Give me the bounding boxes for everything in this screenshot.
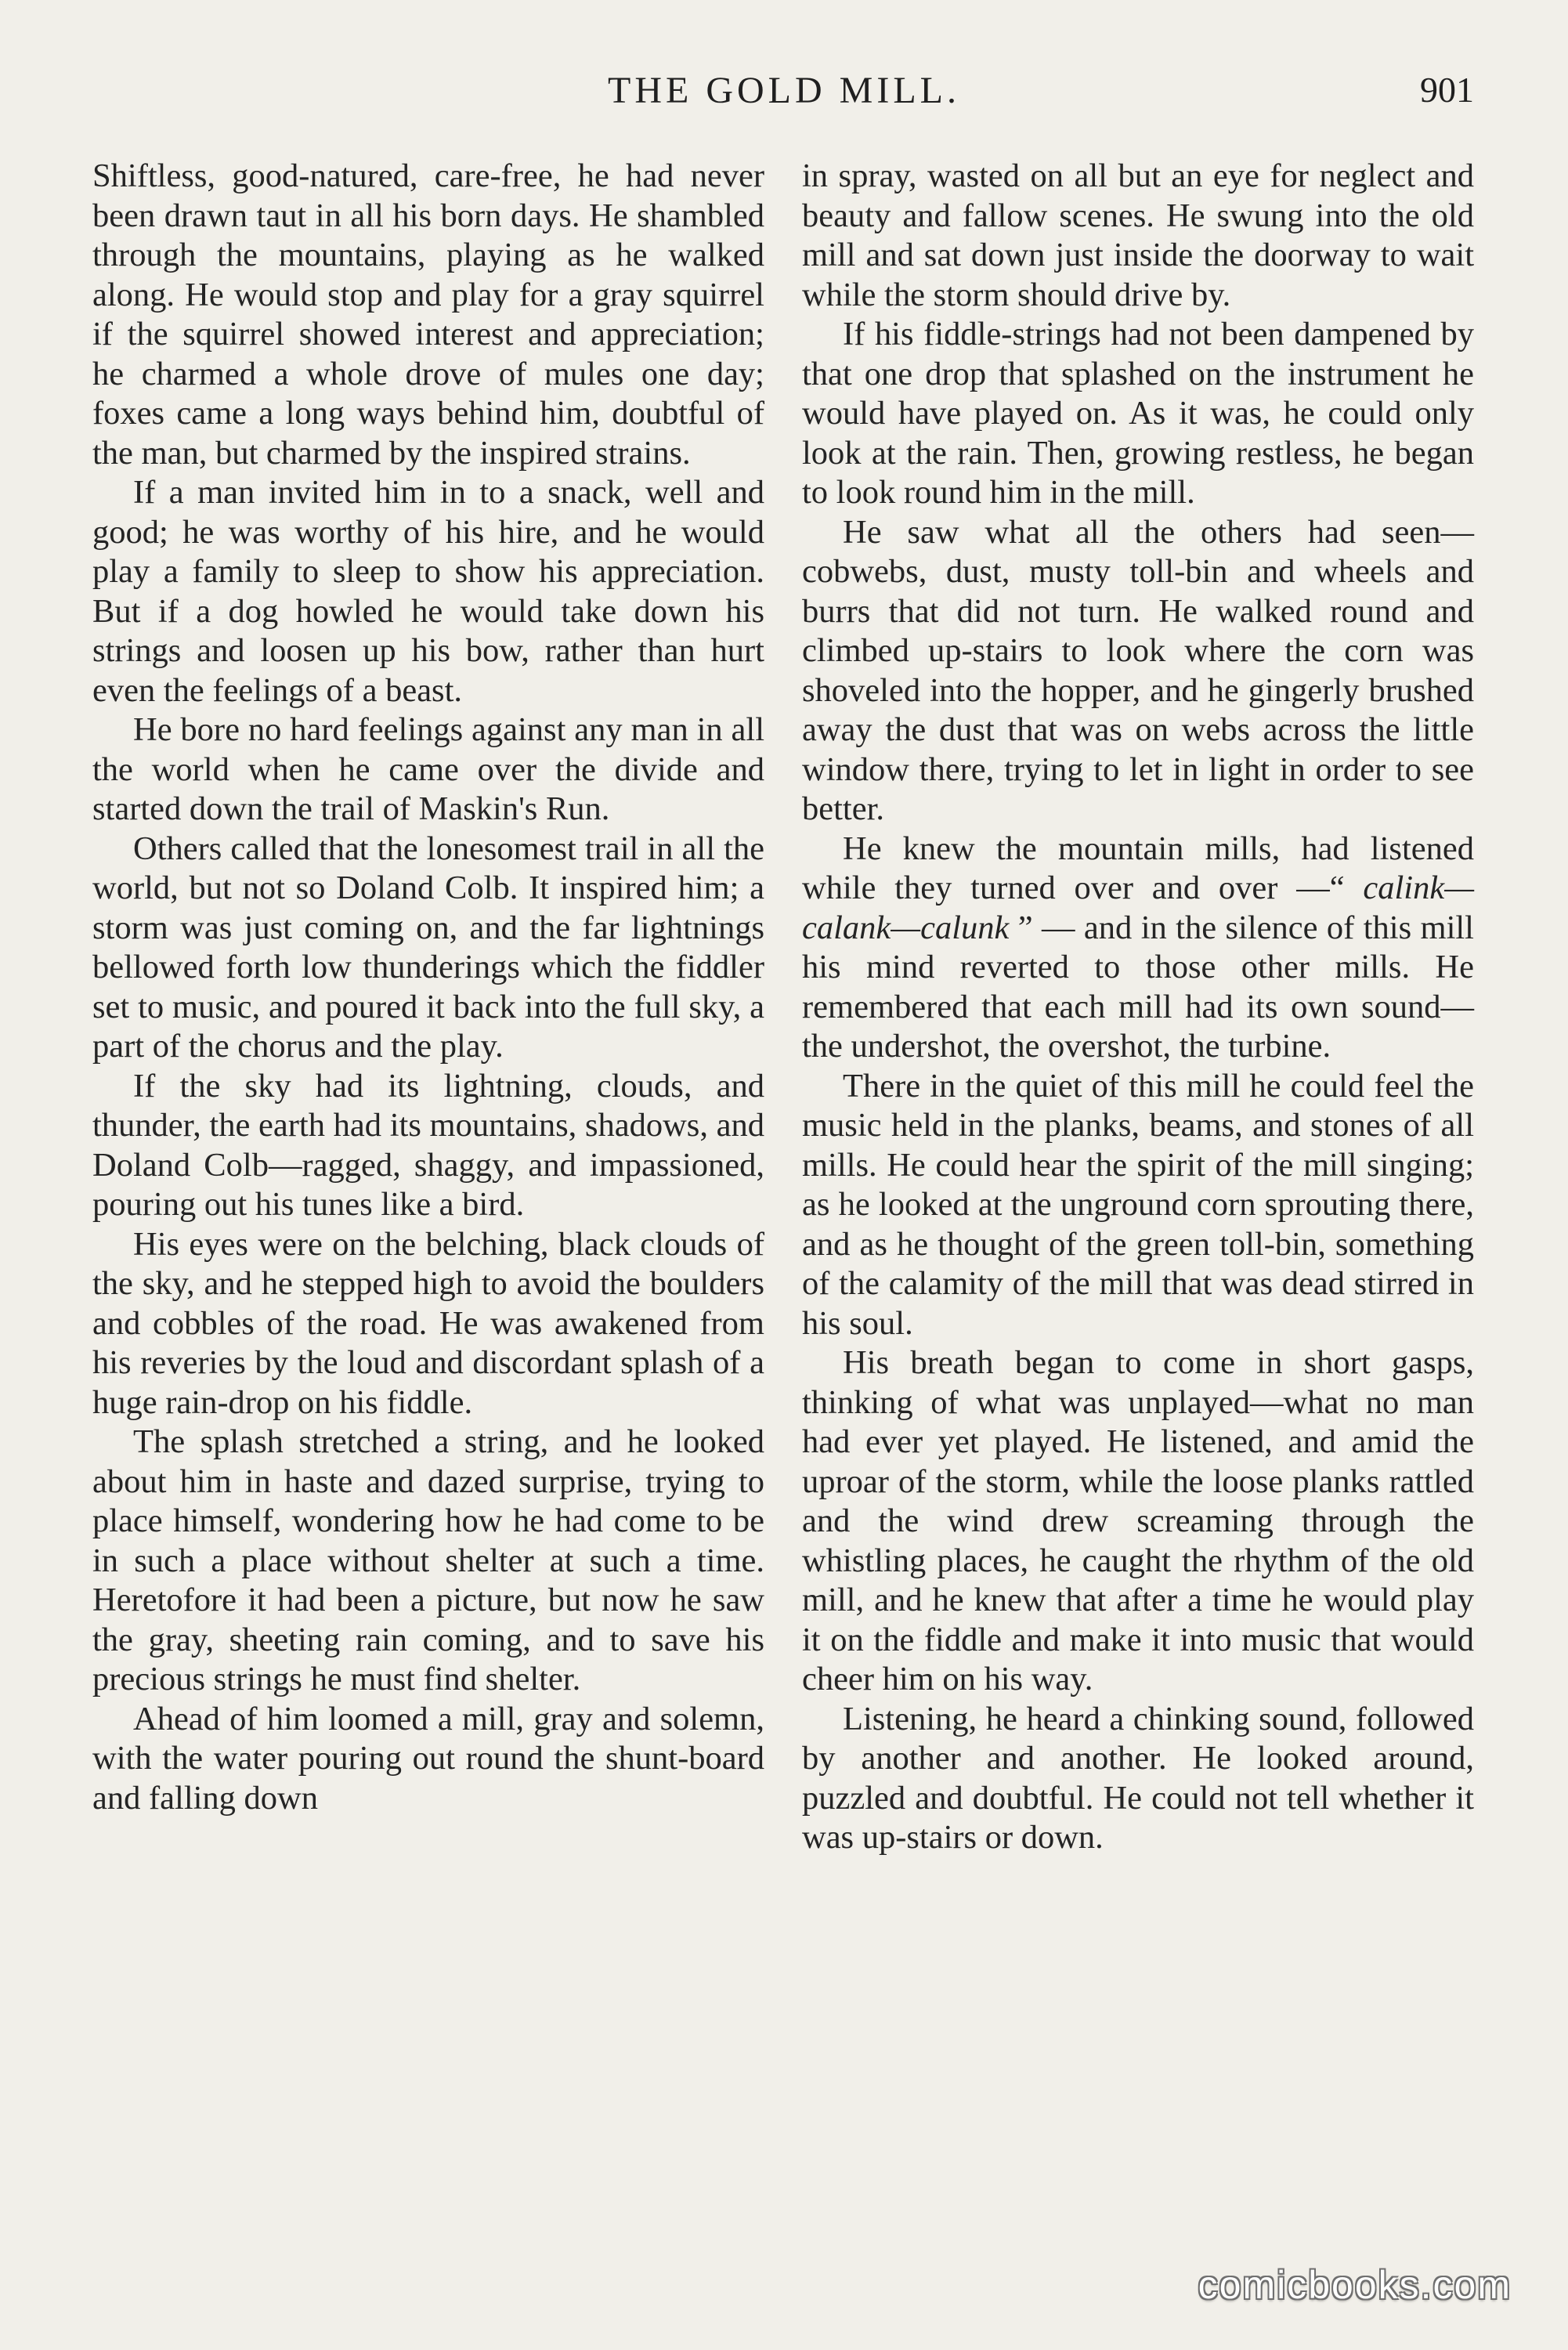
page-number: 901 <box>1420 70 1474 110</box>
text-span: ” — and in the silence of this mill his mind reverted to those other mills. He remembered that each mill had its own sound—the undershot, the overshot, the turbine. <box>802 909 1474 1065</box>
paragraph: His eyes were on the belching, black clouds of the sky, and he stepped high to avoid the boulders and cobbles of the road. He was awakened from his reveries by the loud and discordant splash of a huge rain-drop on his fiddle. <box>92 1225 764 1421</box>
paragraph: His breath began to come in short gasps, thinking of what was unplayed—what no man had ever yet played. He listened, and amid the uproar of the storm, while the loose planks rattled and the wind drew screaming through the whistling places, he caught the rhythm of the old mill, and he knew that after a time he would play it on the fiddle and make it into music that would cheer him on his way. <box>802 1344 1474 1697</box>
watermark-logo: comicbooks.com <box>1198 2263 1512 2307</box>
paragraph: He saw what all the others had seen—cobwebs, dust, musty toll-bin and wheels and burrs that did not turn. He walked round and climbed up-stairs to look where the corn was shoveled into the hopper, and he gingerly brushed away the dust that was on webs across the little window there, trying to let in light in order to see better. <box>802 513 1474 827</box>
right-column <box>802 157 1474 1858</box>
paragraph: There in the quiet of this mill he could feel the music held in the planks, beams, and stones of all mills. He could hear the spirit of the mill singing; as he looked at the unground corn sprouting there, and as he thought of the green toll-bin, something of the calamity of the mill that was dead stirred in his soul. <box>802 1067 1474 1342</box>
running-title: THE GOLD MILL. <box>608 70 960 111</box>
paragraph: If his fiddle-strings had not been dampened by that one drop that splashed on the instrument he would have played on. As it was, he could only look at the rain. Then, growing restless, he began to look round him in the mill. <box>802 316 1474 511</box>
paragraph-mill-sounds <box>802 830 1474 1067</box>
paragraph: Others called that the lonesomest trail in all the world, but not so Doland Colb. It inspired him; a storm was just coming on, and the far lightnings bellowed forth low thunderings which the fiddler set to music, and poured it back into the full sky, a part of the chorus and the play. <box>92 830 764 1065</box>
page-header <box>0 69 1568 124</box>
paragraph: Shiftless, good-natured, care-free, he had never been drawn taut in all his born days. He shambled through the mountains, playing as he walked along. He would stop and play for a gray squirrel if the squirrel showed interest and appreciation; he charmed a whole drove of mules one day; foxes came a long ways behind him, doubtful of the man, but charmed by the inspired strains. <box>92 157 764 472</box>
paragraph: Ahead of him loomed a mill, gray and solemn, with the water pouring out round the shunt-board and falling down <box>92 1700 764 1817</box>
paragraph: If a man invited him in to a snack, well and good; he was worthy of his hire, and he would play a family to sleep to show his appreciation. But if a dog howled he would take down his strings and loosen up his bow, rather than hurt even the feelings of a beast. <box>92 474 764 709</box>
paragraph: If the sky had its lightning, clouds, and thunder, the earth had its mountains, shadows, and Doland Colb—ragged, shaggy, and impassioned, pouring out his tunes like a bird. <box>92 1067 764 1223</box>
left-column <box>92 157 764 1818</box>
paragraph-continuation: in spray, wasted on all but an eye for neglect and beauty and fallow scenes. He swung into the old mill and sat down just inside the doorway to wait while the storm should drive by. <box>802 157 1474 313</box>
paragraph: Listening, he heard a chinking sound, followed by another and another. He looked around, puzzled and doubtful. He could not tell whether it was up-stairs or down. <box>802 1700 1474 1856</box>
paragraph: The splash stretched a string, and he looked about him in haste and dazed surprise, trying to place himself, wondering how he had come to be in such a place without shelter at such a time. Heretofore it had been a picture, but now he saw the gray, sheeting rain coming, and to save his precious strings he must find shelter. <box>92 1423 764 1697</box>
mill-sound-italic: calink—calank—calunk <box>802 870 1474 946</box>
text-span: He knew the mountain mills, had listened while they turned over and over —“ <box>802 830 1474 906</box>
paragraph: He bore no hard feelings against any man in all the world when he came over the divide and started down the trail of Maskin's Run. <box>92 711 764 827</box>
